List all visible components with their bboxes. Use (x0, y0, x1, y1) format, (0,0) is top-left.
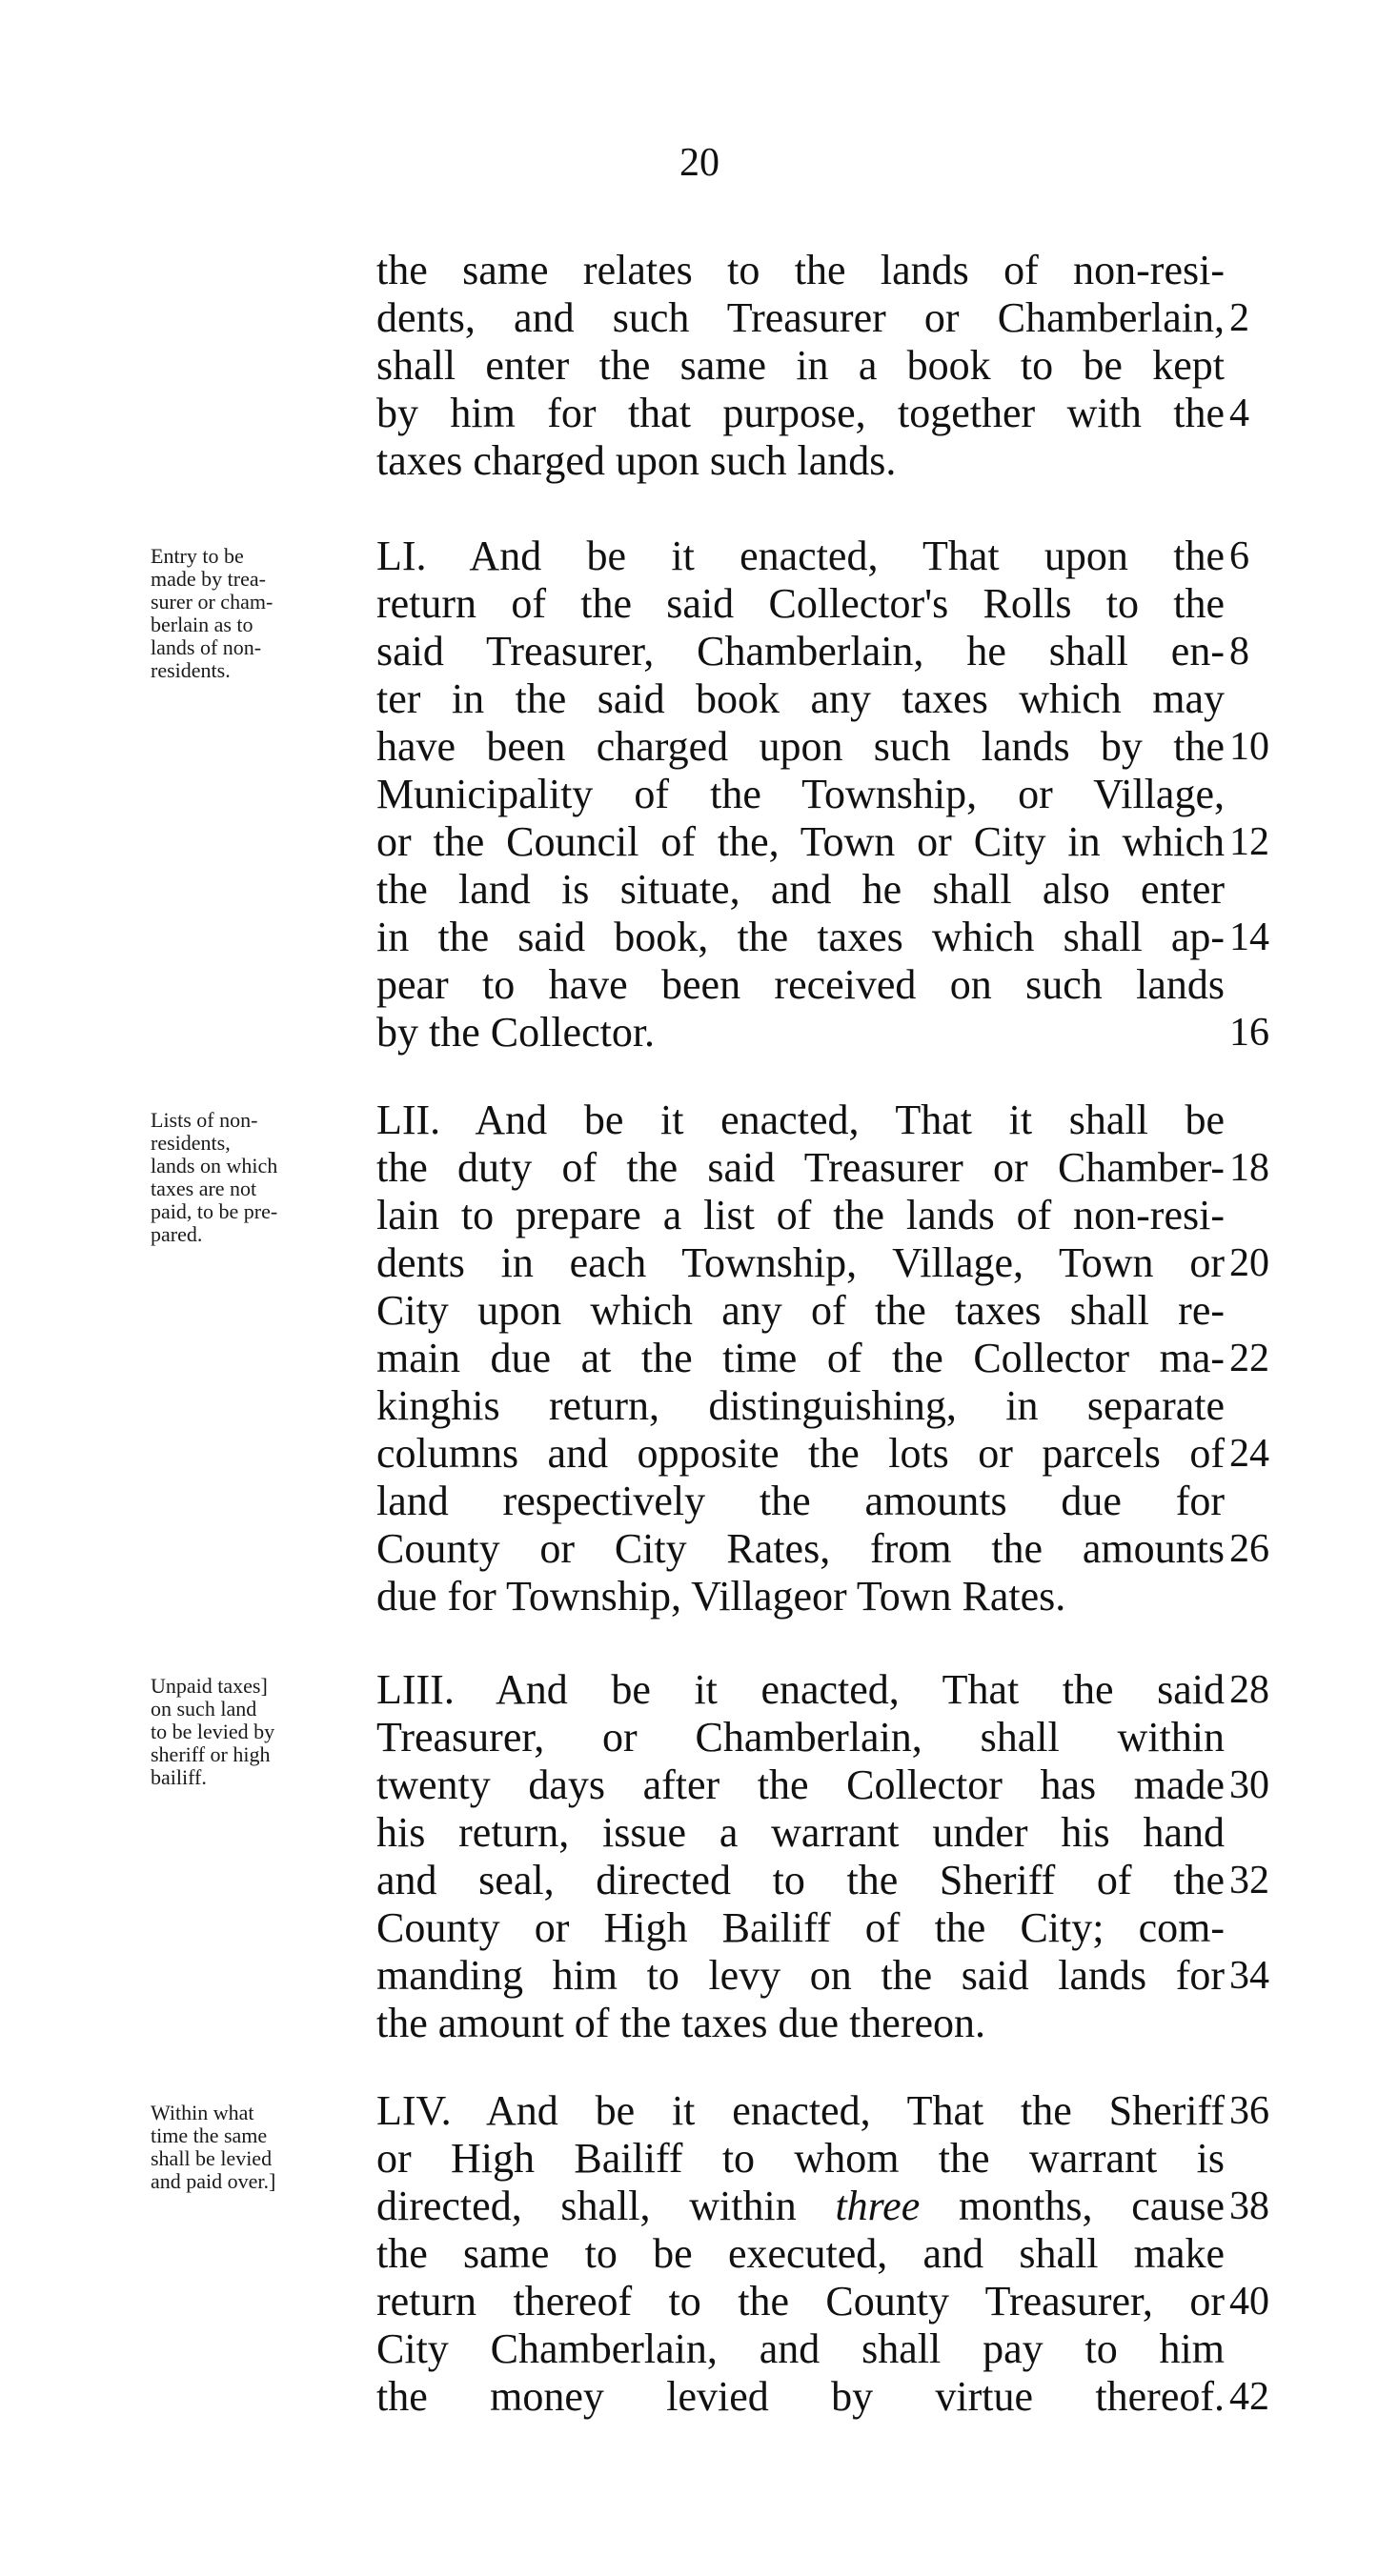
text-line: LII. And be it enacted, That it shall be (376, 1097, 1225, 1143)
text-line: ter in the said book any taxes which may (376, 675, 1225, 722)
text-line: twenty days after the Collector has made (376, 1761, 1225, 1808)
text-line: the amount of the taxes due thereon. (376, 2000, 986, 2046)
text-line: LIV. And be it enacted, That the Sheriff (376, 2087, 1225, 2134)
margin-note-line: time the same (151, 2123, 268, 2147)
margin-note-line: made by trea- (151, 567, 266, 591)
text-line: manding him to levy on the said lands for (376, 1952, 1225, 1999)
text-line: have been charged upon such lands by the (376, 723, 1225, 770)
margin-note (151, 1109, 355, 1246)
text-line: LIII. And be it enacted, That the said (376, 1666, 1225, 1713)
margin-note-line: paid, to be pre- (151, 1199, 278, 1223)
text-line: directed, shall, within three months, cause (376, 2183, 1225, 2229)
margin-note-line: Unpaid taxes] (151, 1674, 268, 1698)
text-line: City upon which any of the taxes shall re- (376, 1287, 1225, 1334)
line-number: 12 (1229, 820, 1269, 864)
text-line: by him for that purpose, together with the (376, 390, 1225, 436)
line-number: 14 (1229, 916, 1269, 959)
margin-note-line: to be levied by (151, 1720, 275, 1743)
margin-note-line: berlain as to (151, 613, 253, 636)
text-line: the duty of the said Treasurer or Chamber- (376, 1144, 1225, 1191)
line-number: 6 (1229, 534, 1249, 578)
margin-note-line: Entry to be (151, 544, 244, 568)
text-line: City Chamberlain, and shall pay to him (376, 2325, 1225, 2372)
line-number: 38 (1229, 2184, 1269, 2228)
margin-note (151, 1675, 355, 1789)
page-number: 20 (679, 141, 719, 185)
text-line: return of the said Collector's Rolls to the (376, 580, 1225, 627)
text-line: the land is situate, and he shall also enter (376, 866, 1225, 913)
text-line: and seal, directed to the Sheriff of the (376, 1857, 1225, 1903)
line-number: 22 (1229, 1337, 1269, 1380)
text-line: LI. And be it enacted, That upon the (376, 533, 1225, 579)
text-line: pear to have been received on such lands (376, 961, 1225, 1008)
line-number: 40 (1229, 2280, 1269, 2324)
text-line: due for Township, Villageor Town Rates. (376, 1573, 1066, 1620)
margin-note-line: Lists of non- (151, 1108, 258, 1132)
text-line: by the Collector. (376, 1009, 656, 1056)
line-number: 42 (1229, 2375, 1269, 2419)
text-line: Municipality of the Township, or Village, (376, 771, 1225, 817)
margin-note-line: lands on which (151, 1154, 278, 1177)
text-line: in the said book, the taxes which shall ap- (376, 914, 1225, 960)
line-number: 32 (1229, 1859, 1269, 1902)
line-number: 28 (1229, 1668, 1269, 1712)
line-number: 10 (1229, 725, 1269, 769)
line-number: 16 (1229, 1011, 1269, 1055)
text-line: his return, issue a warrant under his hand (376, 1809, 1225, 1856)
text-line: the money levied by virtue thereof. (376, 2373, 1225, 2420)
text-line: land respectively the amounts due for (376, 1478, 1225, 1524)
line-number: 4 (1229, 392, 1249, 435)
line-number: 26 (1229, 1527, 1269, 1571)
text-line: kinghis return, distinguishing, in separate (376, 1382, 1225, 1429)
line-number: 18 (1229, 1146, 1269, 1190)
text-line: taxes charged upon such lands. (376, 437, 897, 484)
line-number: 36 (1229, 2089, 1269, 2133)
margin-note-line: taxes are not (151, 1177, 257, 1200)
text-line: Treasurer, or Chamberlain, shall within (376, 1714, 1225, 1761)
margin-note-line: residents, (151, 1131, 231, 1155)
text-line: said Treasurer, Chamberlain, he shall en- (376, 628, 1225, 674)
margin-note-line: on such land (151, 1697, 257, 1721)
line-number: 24 (1229, 1432, 1269, 1476)
line-number: 20 (1229, 1241, 1269, 1285)
margin-note-line: surer or cham- (151, 590, 274, 614)
line-number: 8 (1229, 630, 1249, 674)
margin-note-line: pared. (151, 1222, 203, 1246)
text-line: dents, and such Treasurer or Chamberlain, (376, 294, 1225, 341)
margin-note-line: sheriff or high (151, 1742, 271, 1766)
text-line: the same relates to the lands of non-resi- (376, 247, 1225, 293)
text-line: or the Council of the, Town or City in which (376, 818, 1225, 865)
line-number: 30 (1229, 1763, 1269, 1807)
text-line: dents in each Township, Village, Town or (376, 1239, 1225, 1286)
line-number: 2 (1229, 296, 1249, 340)
margin-note-line: Within what (151, 2101, 254, 2124)
margin-note-line: shall be levied (151, 2146, 273, 2170)
text-line: shall enter the same in a book to be kept (376, 342, 1225, 389)
text-line: County or High Bailiff of the City; com- (376, 1904, 1225, 1951)
text-line: main due at the time of the Collector ma- (376, 1335, 1225, 1381)
italic-word: three (835, 2183, 921, 2229)
margin-note (151, 545, 355, 682)
margin-note-line: lands of non- (151, 635, 262, 659)
text-line: columns and opposite the lots or parcels of (376, 1430, 1225, 1477)
text-line: the same to be executed, and shall make (376, 2230, 1225, 2277)
margin-note-line: and paid over.] (151, 2169, 276, 2193)
text-line: lain to prepare a list of the lands of non-resi- (376, 1192, 1225, 1238)
text-line: return thereof to the County Treasurer, or (376, 2278, 1225, 2324)
line-number: 34 (1229, 1954, 1269, 1998)
text-line: or High Bailiff to whom the warrant is (376, 2135, 1225, 2182)
margin-note-line: residents. (151, 658, 231, 682)
margin-note (151, 2102, 355, 2193)
margin-note-line: bailiff. (151, 1765, 207, 1789)
text-line: County or City Rates, from the amounts (376, 1525, 1225, 1572)
